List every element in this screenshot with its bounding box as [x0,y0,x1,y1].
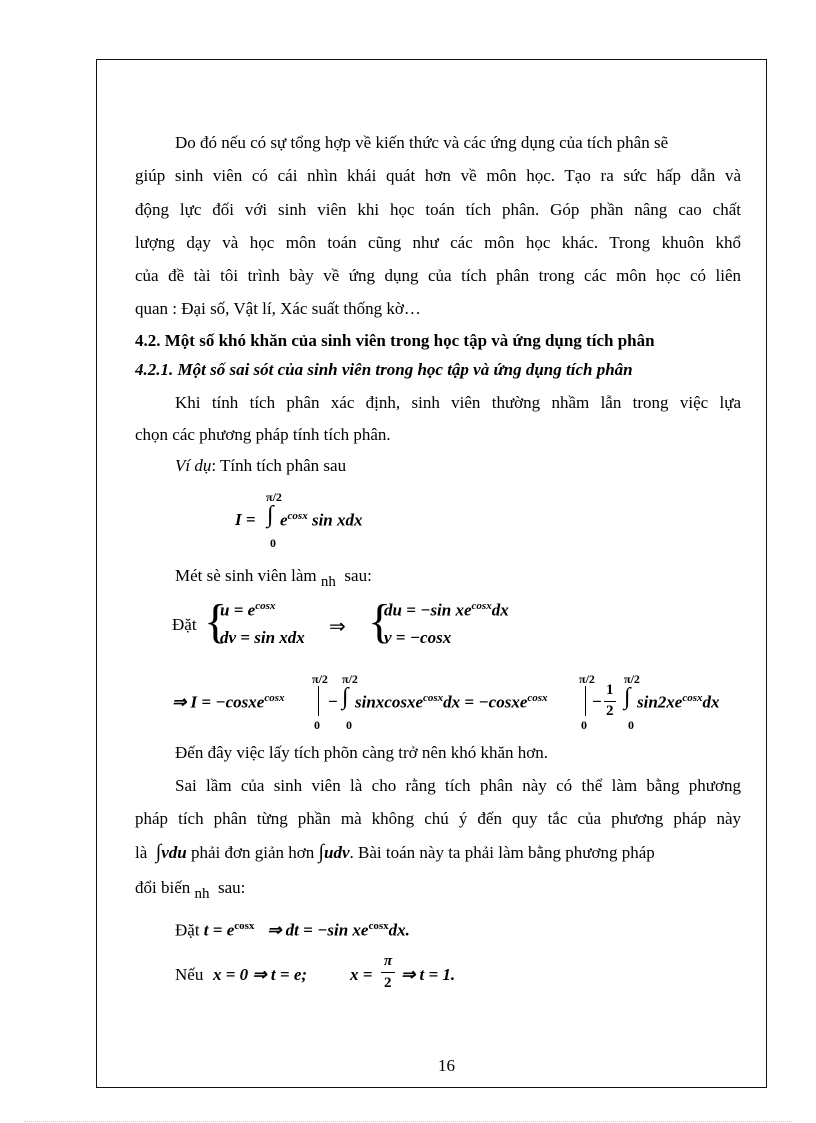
formula-integral-I [230,490,390,550]
lf-bar2-upper: π/2 [579,672,595,686]
system1-row1: $u = e^{cosx}$ [220,600,276,620]
limits-two: 2 [384,975,392,991]
lf-int-body: sinxcosxe$^{cosx}$dx = −cosxe$^{cosx}$ [355,692,548,712]
para3-line-3: là ∫vdu phải đơn giản hơn ∫udv. Bài toán này ta phải làm bằng phương pháp [135,841,655,863]
para3-line-4: đổi biến nh sau: [135,878,246,902]
brace-left-icon: { [204,595,228,648]
intro-line-5: của đề tài tôi trình bày về ứng dụng của tích phân trong các môn học có liên [135,266,741,285]
lf-int2-lower: 0 [628,718,634,732]
lf-int-upper: π/2 [342,672,358,686]
limits-pi: π [384,953,393,969]
integral-sign-icon: ∫ [624,684,631,710]
lf-int2-body: $\sin 2xe^{cosx}dx$ [637,692,720,712]
brace-right-system-icon: { [368,595,392,648]
formula-I-integrand: $e^{cosx}$ sin xdx [280,510,363,530]
lf-half-den: 2 [606,703,614,719]
implies-arrow-icon: ⇒ [329,616,346,638]
subsection-heading: 4.2.1. Một số sai sót của sinh viên trong học tập và ứng dụng tích phân [135,360,633,379]
lf-eval-bar-2 [585,686,586,716]
intro-line-2: giúp sinh viên có cái nhìn khái quát hơn về môn học. Tạo ra sức hấp dẫn và [135,166,741,185]
section-heading: 4.2. Một số khó khăn của sinh viên trong học tập và ứng dụng tích phân [135,331,655,350]
lf-half-line [604,701,616,702]
para3-line-2: pháp tích phân từng phần mà không chú ý đến quy tắc của phương pháp này [135,809,741,828]
example-text: : Tính tích phân sau [211,456,347,475]
para3-line-1: Sai lầm của sinh viên là cho rằng tích phân này có thể làm bằng phương [175,776,741,795]
system2-row1: du = −sin $xe^{cosx}dx$ [384,600,509,620]
substitution-system [172,595,572,654]
dat-label: Đặt [172,615,197,634]
formula-I-lhs: I = [235,510,256,529]
limits-line [175,950,475,1000]
substitution-line: Đặt $t = e^{cosx}$ ⇒ dt = −sin $xe^{cosx}dx$. [175,920,410,940]
integral-sign-icon: ∫ [267,502,274,528]
page-number: 16 [438,1056,455,1075]
system1-row2: dv = sin xdx [220,628,305,647]
lf-half-num: 1 [606,682,614,698]
integration-by-parts-formula [172,668,752,736]
intro-line-4: lượng dạy và học môn toán cũng như các môn học khác. Trong khuôn khổ [135,233,741,252]
integral-sign-icon: ∫ [155,841,162,863]
intro-line-3: động lực đối với sinh viên khi học toán tích phân. Góp phần nâng cao chất [135,200,741,219]
formula-I-lower: 0 [270,536,276,550]
limits-x-eq: x = [350,965,373,984]
example-label: Ví dụ [175,456,212,475]
lf-minus-half: − [592,692,602,711]
integral-sign-icon: ∫ [342,684,349,710]
para2: Đến đây việc lấy tích phõn càng trở nên khó khăn hơn. [175,743,548,762]
page-bottom-separator [24,1121,792,1122]
lf-bar2-lower: 0 [581,718,587,732]
intro-line-6: quan : Đại số, Vật lí, Xác suất thống kờ… [135,299,421,318]
lf-part1: ⇒ I = −cosxe$^{cosx}$ [172,692,285,712]
integral-sign-icon: ∫ [318,841,325,863]
para1-line-1: Khi tính tích phân xác định, sinh viên thường nhầm lẫn trong việc lựa [175,393,741,412]
limits-fraction-line [381,972,395,973]
lf-bar-upper: π/2 [312,672,328,686]
lf-bar-lower: 0 [314,718,320,732]
system2-row2: v = −cosx [384,628,452,647]
intro-line-1: Do đó nếu có sự tổng hợp về kiến thức và các ứng dụng của tích phân sẽ [175,133,669,152]
lf-minus: − [328,692,338,711]
students-line: Mét sè sinh viên làm nh sau: [175,566,372,590]
lf-int-lower: 0 [346,718,352,732]
lf-int2-upper: π/2 [624,672,640,686]
limits-part2: ⇒ t = 1. [401,965,456,984]
formula-I-upper: π/2 [266,490,282,504]
limits-label: Nếu [175,965,204,984]
limits-part1: x = 0 ⇒ t = e; [213,965,308,984]
para1-line-2: chọn các phương pháp tính tích phân. [135,425,391,444]
example-line [175,456,346,476]
lf-eval-bar [318,686,319,716]
